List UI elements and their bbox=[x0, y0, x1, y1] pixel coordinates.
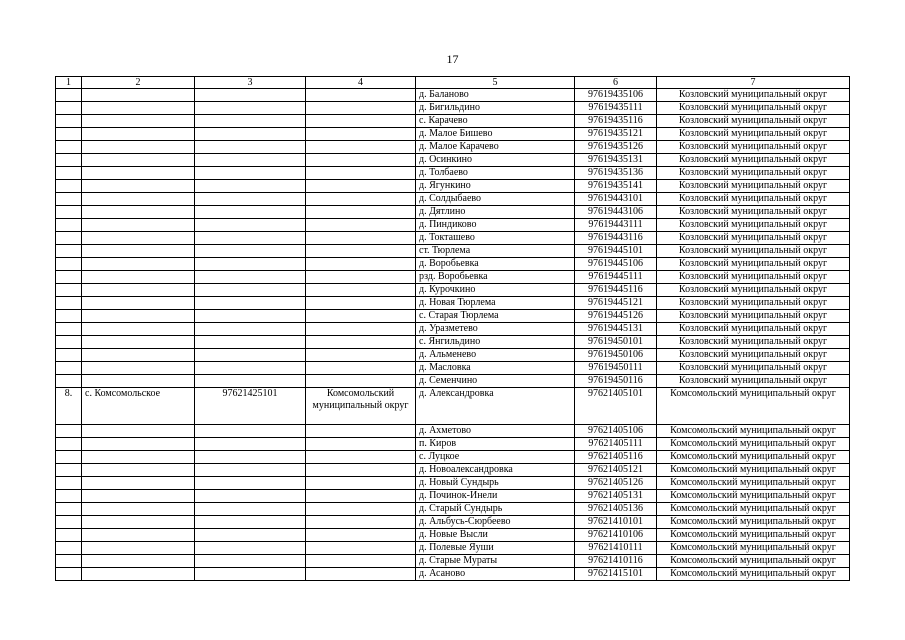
table-cell-c1 bbox=[56, 102, 82, 115]
table-row bbox=[56, 568, 850, 581]
table-cell-c4: Комсомольский муниципальный округ bbox=[306, 388, 416, 425]
table-cell-c3 bbox=[195, 323, 306, 336]
table-row bbox=[56, 323, 850, 336]
table-cell-c4 bbox=[306, 323, 416, 336]
table-cell-c7: Козловский муниципальный округ bbox=[657, 128, 850, 141]
table-cell-c1 bbox=[56, 362, 82, 375]
table-cell-c6: 97619445131 bbox=[575, 323, 657, 336]
table-cell-c7: Козловский муниципальный округ bbox=[657, 310, 850, 323]
table-cell-c7: Комсомольский муниципальный округ bbox=[657, 555, 850, 568]
header-cell: 5 bbox=[416, 77, 575, 89]
table-cell-c3 bbox=[195, 349, 306, 362]
table-cell-c5: д. Альбусь-Сюрбеево bbox=[416, 516, 575, 529]
table-cell-c2 bbox=[82, 141, 195, 154]
table-cell-c7: Козловский муниципальный округ bbox=[657, 141, 850, 154]
table-cell-c7: Комсомольский муниципальный округ bbox=[657, 542, 850, 555]
table-cell-c3 bbox=[195, 141, 306, 154]
table-cell-c5: д. Ахметово bbox=[416, 425, 575, 438]
table-row bbox=[56, 258, 850, 271]
table-cell-c7: Козловский муниципальный округ bbox=[657, 284, 850, 297]
table-cell-c1 bbox=[56, 128, 82, 141]
table-cell-c1 bbox=[56, 258, 82, 271]
table-cell-c3 bbox=[195, 284, 306, 297]
table-cell-c7: Комсомольский муниципальный округ bbox=[657, 490, 850, 503]
table-row bbox=[56, 206, 850, 219]
table-cell-c6: 97619435116 bbox=[575, 115, 657, 128]
table-cell-c7: Козловский муниципальный округ bbox=[657, 102, 850, 115]
table-cell-c7: Комсомольский муниципальный округ bbox=[657, 529, 850, 542]
table-cell-c2 bbox=[82, 219, 195, 232]
table-cell-c2 bbox=[82, 206, 195, 219]
table-cell-c1 bbox=[56, 89, 82, 102]
table-cell-c6: 97619435111 bbox=[575, 102, 657, 115]
table-cell-c7: Комсомольский муниципальный округ bbox=[657, 425, 850, 438]
table-cell-c4 bbox=[306, 375, 416, 388]
table-cell-c7: Козловский муниципальный округ bbox=[657, 349, 850, 362]
table-cell-c5: д. Семенчино bbox=[416, 375, 575, 388]
table-cell-c5: д. Новоалександровка bbox=[416, 464, 575, 477]
table-row bbox=[56, 555, 850, 568]
table-cell-c7: Комсомольский муниципальный округ bbox=[657, 503, 850, 516]
table-cell-c6: 97619435131 bbox=[575, 154, 657, 167]
table-cell-c4 bbox=[306, 438, 416, 451]
table-cell-c7: Козловский муниципальный округ bbox=[657, 167, 850, 180]
table-cell-c2 bbox=[82, 516, 195, 529]
table-cell-c1 bbox=[56, 206, 82, 219]
table-cell-c7: Козловский муниципальный округ bbox=[657, 336, 850, 349]
table-cell-c5: д. Пиндиково bbox=[416, 219, 575, 232]
table-cell-c7: Козловский муниципальный округ bbox=[657, 193, 850, 206]
table-cell-c3 bbox=[195, 310, 306, 323]
table-cell-c5: д. Толбаево bbox=[416, 167, 575, 180]
table-cell-c7: Козловский муниципальный округ bbox=[657, 362, 850, 375]
table-cell-c1 bbox=[56, 115, 82, 128]
header-cell: 7 bbox=[657, 77, 850, 89]
table-cell-c2 bbox=[82, 375, 195, 388]
header-cell: 3 bbox=[195, 77, 306, 89]
table-cell-c5: д. Старый Сундырь bbox=[416, 503, 575, 516]
table-cell-c1 bbox=[56, 141, 82, 154]
table-cell-c5: д. Старые Мураты bbox=[416, 555, 575, 568]
table-cell-c4 bbox=[306, 362, 416, 375]
table-cell-c3 bbox=[195, 102, 306, 115]
table-row bbox=[56, 167, 850, 180]
table-cell-c6: 97621405111 bbox=[575, 438, 657, 451]
table-cell-c6: 97619445121 bbox=[575, 297, 657, 310]
table-row bbox=[56, 542, 850, 555]
table-cell-c6: 97619450116 bbox=[575, 375, 657, 388]
table-cell-c2 bbox=[82, 529, 195, 542]
table-cell-c6: 97619445106 bbox=[575, 258, 657, 271]
table-cell-c6: 97621405101 bbox=[575, 388, 657, 425]
table-cell-c3 bbox=[195, 425, 306, 438]
table-cell-c2 bbox=[82, 154, 195, 167]
table-row bbox=[56, 89, 850, 102]
table-cell-c5: рзд. Воробьевка bbox=[416, 271, 575, 284]
table-cell-c2 bbox=[82, 477, 195, 490]
table-cell-c2 bbox=[82, 323, 195, 336]
table-cell-c7: Комсомольский муниципальный округ bbox=[657, 388, 850, 425]
table-row bbox=[56, 310, 850, 323]
table-cell-c2 bbox=[82, 128, 195, 141]
table-cell-c2 bbox=[82, 542, 195, 555]
table-cell-c6: 97621410101 bbox=[575, 516, 657, 529]
table-cell-c7: Козловский муниципальный округ bbox=[657, 232, 850, 245]
table-cell-c4 bbox=[306, 516, 416, 529]
table-cell-c5: д. Осинкино bbox=[416, 154, 575, 167]
table-cell-c1 bbox=[56, 297, 82, 310]
table-cell-c6: 97621405126 bbox=[575, 477, 657, 490]
table-cell-c3 bbox=[195, 438, 306, 451]
table-cell-c4 bbox=[306, 503, 416, 516]
table-cell-c1 bbox=[56, 477, 82, 490]
table-row bbox=[56, 529, 850, 542]
table-cell-c2 bbox=[82, 438, 195, 451]
table-cell-c4 bbox=[306, 568, 416, 581]
table-cell-c2 bbox=[82, 451, 195, 464]
table-cell-c4 bbox=[306, 154, 416, 167]
table-cell-c6: 97621405131 bbox=[575, 490, 657, 503]
table-cell-c2 bbox=[82, 89, 195, 102]
table-cell-c5: д. Курочкино bbox=[416, 284, 575, 297]
table-cell-c5: д. Баланово bbox=[416, 89, 575, 102]
table-cell-c7: Козловский муниципальный округ bbox=[657, 89, 850, 102]
table-cell-c5: п. Киров bbox=[416, 438, 575, 451]
table-cell-c6: 97619443101 bbox=[575, 193, 657, 206]
table-cell-c1 bbox=[56, 284, 82, 297]
table-cell-c7: Козловский муниципальный округ bbox=[657, 297, 850, 310]
table-cell-c4 bbox=[306, 219, 416, 232]
table-cell-c3 bbox=[195, 555, 306, 568]
table-cell-c1 bbox=[56, 336, 82, 349]
table-cell-c6: 97621410106 bbox=[575, 529, 657, 542]
table-cell-c5: с. Старая Тюрлема bbox=[416, 310, 575, 323]
table-cell-c2 bbox=[82, 258, 195, 271]
table-cell-c5: д. Малое Карачево bbox=[416, 141, 575, 154]
table-cell-c2 bbox=[82, 232, 195, 245]
table-cell-c5: с. Янгильдино bbox=[416, 336, 575, 349]
table-row bbox=[56, 128, 850, 141]
table-cell-c3 bbox=[195, 568, 306, 581]
table-cell-c4 bbox=[306, 102, 416, 115]
table-cell-c3 bbox=[195, 490, 306, 503]
table-cell-c3 bbox=[195, 167, 306, 180]
table-cell-c7: Козловский муниципальный округ bbox=[657, 154, 850, 167]
table-cell-c4 bbox=[306, 477, 416, 490]
table-cell-c4 bbox=[306, 141, 416, 154]
page-number: 17 bbox=[446, 52, 459, 66]
registry-table bbox=[55, 76, 850, 581]
table-cell-c3 bbox=[195, 451, 306, 464]
table-cell-c4 bbox=[306, 349, 416, 362]
table-cell-c5: ст. Тюрлема bbox=[416, 245, 575, 258]
table-cell-c1 bbox=[56, 516, 82, 529]
table-cell-c6: 97619445101 bbox=[575, 245, 657, 258]
table-cell-c7: Комсомольский муниципальный округ bbox=[657, 568, 850, 581]
table-cell-c1: 8. bbox=[56, 388, 82, 425]
table-cell-c7: Козловский муниципальный округ bbox=[657, 206, 850, 219]
table-cell-c4 bbox=[306, 258, 416, 271]
table-cell-c5: д. Воробьевка bbox=[416, 258, 575, 271]
table-cell-c7: Комсомольский муниципальный округ bbox=[657, 451, 850, 464]
table-cell-c3 bbox=[195, 503, 306, 516]
table-cell-c7: Козловский муниципальный округ bbox=[657, 115, 850, 128]
table-cell-c2 bbox=[82, 490, 195, 503]
table-cell-c4 bbox=[306, 193, 416, 206]
table-cell-c1 bbox=[56, 193, 82, 206]
table-cell-c1 bbox=[56, 349, 82, 362]
table-cell-c3 bbox=[195, 89, 306, 102]
table-cell-c4 bbox=[306, 245, 416, 258]
table-cell-c5: д. Новый Сундырь bbox=[416, 477, 575, 490]
table-cell-c6: 97621410111 bbox=[575, 542, 657, 555]
table-cell-c5: д. Новая Тюрлема bbox=[416, 297, 575, 310]
table-cell-c5: д. Солдыбаево bbox=[416, 193, 575, 206]
table-cell-c5: д. Альменево bbox=[416, 349, 575, 362]
table-cell-c6: 97619443106 bbox=[575, 206, 657, 219]
table-cell-c3 bbox=[195, 336, 306, 349]
table-cell-c7: Козловский муниципальный округ bbox=[657, 245, 850, 258]
table-cell-c2 bbox=[82, 115, 195, 128]
table-cell-c3 bbox=[195, 271, 306, 284]
table-cell-c2 bbox=[82, 102, 195, 115]
table-cell-c5: д. Масловка bbox=[416, 362, 575, 375]
table-row bbox=[56, 154, 850, 167]
table-cell-c3 bbox=[195, 516, 306, 529]
table-row bbox=[56, 180, 850, 193]
table-cell-c2 bbox=[82, 425, 195, 438]
table-cell-c6: 97619443111 bbox=[575, 219, 657, 232]
table-row bbox=[56, 516, 850, 529]
table-row bbox=[56, 425, 850, 438]
table-cell-c2: с. Комсомольское bbox=[82, 388, 195, 425]
table-row bbox=[56, 503, 850, 516]
table-row bbox=[56, 375, 850, 388]
table-cell-c3 bbox=[195, 297, 306, 310]
table-cell-c4 bbox=[306, 297, 416, 310]
table-row bbox=[56, 245, 850, 258]
table-cell-c6: 97619435126 bbox=[575, 141, 657, 154]
table-row bbox=[56, 438, 850, 451]
table-row bbox=[56, 193, 850, 206]
table-cell-c6: 97619445111 bbox=[575, 271, 657, 284]
table-cell-c3 bbox=[195, 542, 306, 555]
table-cell-c2 bbox=[82, 349, 195, 362]
table-cell-c3 bbox=[195, 193, 306, 206]
table-cell-c3 bbox=[195, 477, 306, 490]
table-cell-c3 bbox=[195, 258, 306, 271]
table-cell-c1 bbox=[56, 555, 82, 568]
table-cell-c6: 97619443116 bbox=[575, 232, 657, 245]
table-cell-c5: д. Асаново bbox=[416, 568, 575, 581]
table-cell-c4 bbox=[306, 451, 416, 464]
table-cell-c5: д. Токташево bbox=[416, 232, 575, 245]
table-cell-c2 bbox=[82, 180, 195, 193]
table-cell-c7: Комсомольский муниципальный округ bbox=[657, 438, 850, 451]
table-cell-c3 bbox=[195, 362, 306, 375]
table-cell-c2 bbox=[82, 464, 195, 477]
header-cell: 1 bbox=[56, 77, 82, 89]
table-cell-c7: Козловский муниципальный округ bbox=[657, 180, 850, 193]
table-cell-c6: 97619450101 bbox=[575, 336, 657, 349]
table-cell-c3 bbox=[195, 206, 306, 219]
table-cell-c5: д. Бигильдино bbox=[416, 102, 575, 115]
table-row bbox=[56, 477, 850, 490]
table-cell-c2 bbox=[82, 297, 195, 310]
table-cell-c1 bbox=[56, 167, 82, 180]
table-row bbox=[56, 388, 850, 425]
table-cell-c1 bbox=[56, 425, 82, 438]
table-cell-c7: Козловский муниципальный округ bbox=[657, 375, 850, 388]
table-cell-c5: д. Ягункино bbox=[416, 180, 575, 193]
table-cell-c1 bbox=[56, 180, 82, 193]
table-cell-c2 bbox=[82, 362, 195, 375]
table-cell-c3 bbox=[195, 128, 306, 141]
table-row bbox=[56, 141, 850, 154]
table-cell-c5: д. Александровка bbox=[416, 388, 575, 425]
table-cell-c6: 97619445116 bbox=[575, 284, 657, 297]
table-cell-c3 bbox=[195, 529, 306, 542]
table-cell-c6: 97619435106 bbox=[575, 89, 657, 102]
table-cell-c4 bbox=[306, 555, 416, 568]
table-cell-c6: 97621415101 bbox=[575, 568, 657, 581]
table-cell-c6: 97621410116 bbox=[575, 555, 657, 568]
table-cell-c2 bbox=[82, 503, 195, 516]
table-cell-c4 bbox=[306, 89, 416, 102]
table-cell-c2 bbox=[82, 245, 195, 258]
table-cell-c4 bbox=[306, 464, 416, 477]
table-cell-c4 bbox=[306, 167, 416, 180]
table-cell-c5: с. Карачево bbox=[416, 115, 575, 128]
table-cell-c6: 97619450111 bbox=[575, 362, 657, 375]
table-cell-c6: 97619435136 bbox=[575, 167, 657, 180]
table-cell-c1 bbox=[56, 232, 82, 245]
table-cell-c5: д. Уразметево bbox=[416, 323, 575, 336]
table-cell-c5: д. Новые Высли bbox=[416, 529, 575, 542]
table-cell-c6: 97621405136 bbox=[575, 503, 657, 516]
table-cell-c1 bbox=[56, 451, 82, 464]
table-cell-c7: Козловский муниципальный округ bbox=[657, 219, 850, 232]
table-cell-c3 bbox=[195, 180, 306, 193]
table-cell-c6: 97621405106 bbox=[575, 425, 657, 438]
table-row bbox=[56, 362, 850, 375]
header-cell: 6 bbox=[575, 77, 657, 89]
table-cell-c3 bbox=[195, 375, 306, 388]
table-cell-c5: д. Дятлино bbox=[416, 206, 575, 219]
header-cell: 2 bbox=[82, 77, 195, 89]
table-cell-c2 bbox=[82, 271, 195, 284]
table-cell-c7: Козловский муниципальный округ bbox=[657, 258, 850, 271]
table-cell-c4 bbox=[306, 206, 416, 219]
table-cell-c3: 97621425101 bbox=[195, 388, 306, 425]
table-cell-c5: д. Полевые Яуши bbox=[416, 542, 575, 555]
table-row bbox=[56, 102, 850, 115]
table-cell-c7: Козловский муниципальный округ bbox=[657, 271, 850, 284]
table-cell-c1 bbox=[56, 529, 82, 542]
table-cell-c7: Комсомольский муниципальный округ bbox=[657, 464, 850, 477]
table-cell-c4 bbox=[306, 336, 416, 349]
table-cell-c4 bbox=[306, 425, 416, 438]
table-cell-c2 bbox=[82, 284, 195, 297]
table-cell-c5: с. Луцкое bbox=[416, 451, 575, 464]
table-row bbox=[56, 232, 850, 245]
table-cell-c5: д. Починок-Инели bbox=[416, 490, 575, 503]
table-cell-c6: 97619435141 bbox=[575, 180, 657, 193]
table-cell-c1 bbox=[56, 568, 82, 581]
table-cell-c4 bbox=[306, 232, 416, 245]
table-cell-c1 bbox=[56, 464, 82, 477]
table-cell-c4 bbox=[306, 115, 416, 128]
table-cell-c2 bbox=[82, 193, 195, 206]
table-cell-c1 bbox=[56, 310, 82, 323]
table-cell-c7: Козловский муниципальный округ bbox=[657, 323, 850, 336]
table-cell-c2 bbox=[82, 310, 195, 323]
table-cell-c3 bbox=[195, 115, 306, 128]
table-body bbox=[56, 77, 850, 581]
table-cell-c2 bbox=[82, 336, 195, 349]
table-cell-c7: Комсомольский муниципальный округ bbox=[657, 477, 850, 490]
table-cell-c4 bbox=[306, 128, 416, 141]
table-cell-c7: Комсомольский муниципальный округ bbox=[657, 516, 850, 529]
table-cell-c4 bbox=[306, 180, 416, 193]
table-cell-c2 bbox=[82, 568, 195, 581]
table-cell-c4 bbox=[306, 310, 416, 323]
table-cell-c4 bbox=[306, 529, 416, 542]
table-cell-c3 bbox=[195, 154, 306, 167]
table-cell-c3 bbox=[195, 219, 306, 232]
table-cell-c3 bbox=[195, 245, 306, 258]
header-cell: 4 bbox=[306, 77, 416, 89]
table-cell-c1 bbox=[56, 438, 82, 451]
table-cell-c3 bbox=[195, 232, 306, 245]
table-cell-c4 bbox=[306, 271, 416, 284]
table-row bbox=[56, 490, 850, 503]
table-row bbox=[56, 115, 850, 128]
table-cell-c1 bbox=[56, 245, 82, 258]
table-cell-c4 bbox=[306, 284, 416, 297]
table-cell-c1 bbox=[56, 219, 82, 232]
table-cell-c6: 97619450106 bbox=[575, 349, 657, 362]
table-cell-c6: 97619445126 bbox=[575, 310, 657, 323]
table-cell-c5: д. Малое Бишево bbox=[416, 128, 575, 141]
table-cell-c6: 97621405116 bbox=[575, 451, 657, 464]
table-row bbox=[56, 297, 850, 310]
table-cell-c6: 97619435121 bbox=[575, 128, 657, 141]
table-cell-c1 bbox=[56, 271, 82, 284]
table-cell-c3 bbox=[195, 464, 306, 477]
table-cell-c1 bbox=[56, 154, 82, 167]
table-cell-c1 bbox=[56, 490, 82, 503]
table-header-row bbox=[56, 77, 850, 89]
table-row bbox=[56, 464, 850, 477]
table-row bbox=[56, 271, 850, 284]
table-cell-c1 bbox=[56, 323, 82, 336]
table-row bbox=[56, 349, 850, 362]
table-row bbox=[56, 451, 850, 464]
table-row bbox=[56, 336, 850, 349]
table-cell-c1 bbox=[56, 503, 82, 516]
table-cell-c4 bbox=[306, 542, 416, 555]
table-cell-c2 bbox=[82, 167, 195, 180]
table-cell-c4 bbox=[306, 490, 416, 503]
table-cell-c2 bbox=[82, 555, 195, 568]
table-cell-c6: 97621405121 bbox=[575, 464, 657, 477]
table-cell-c1 bbox=[56, 542, 82, 555]
table-row bbox=[56, 219, 850, 232]
table-row bbox=[56, 284, 850, 297]
table-cell-c1 bbox=[56, 375, 82, 388]
